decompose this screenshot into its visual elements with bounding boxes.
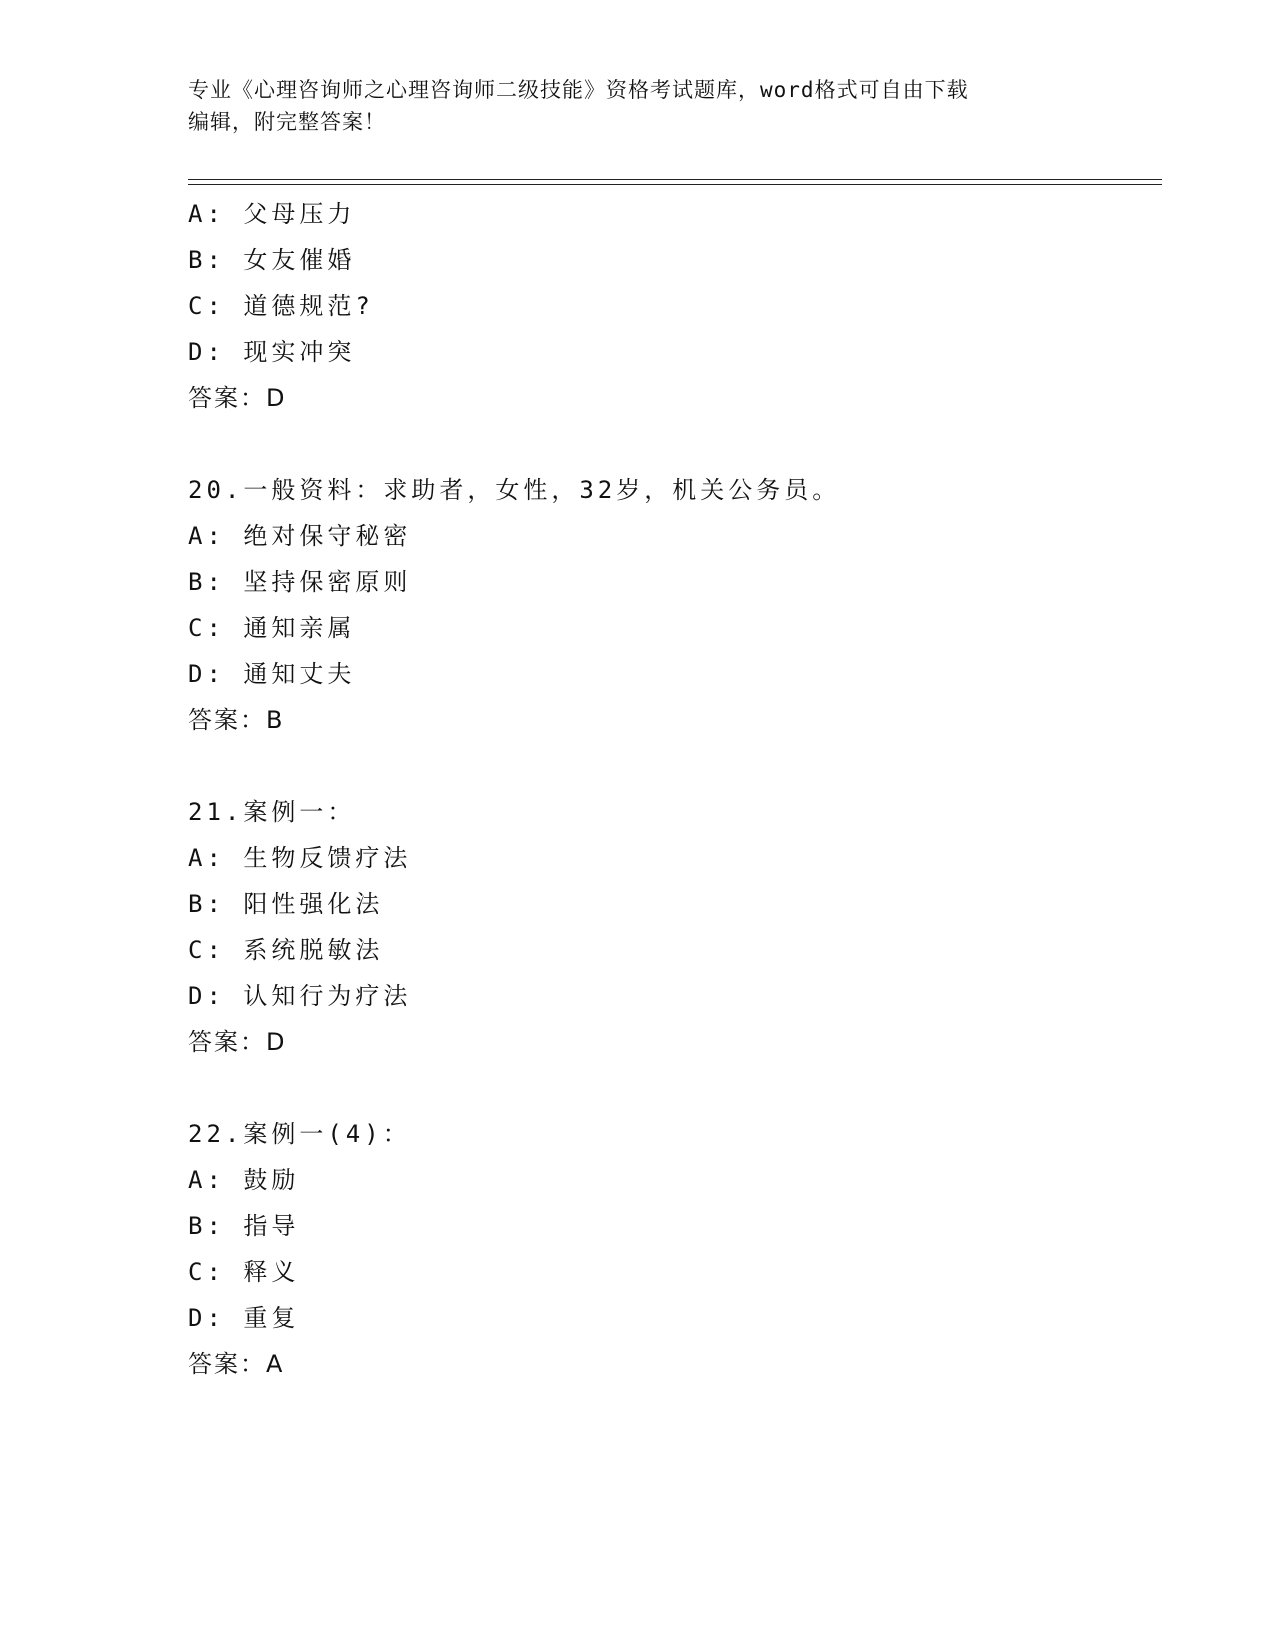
question-21-block [188,789,1148,1065]
answer-line: 答案：D [188,384,287,412]
header-line-2: 编辑，附完整答案！ [188,110,386,134]
spacer [188,743,1148,789]
question-19-block [188,191,1148,421]
question-22-block [188,1111,1148,1387]
option-c: C: 释义 [188,1258,300,1286]
option-a: A: 绝对保守秘密 [188,522,412,550]
option-b: B: 坚持保密原则 [188,568,412,596]
header-line-1: 专业《心理咨询师之心理咨询师二级技能》资格考试题库，word格式可自由下载 [188,78,969,102]
option-c: C: 通知亲属 [188,614,356,642]
question-stem: 22.案例一(4)： [188,1120,411,1148]
option-b: B: 阳性强化法 [188,890,384,918]
option-d: D: 重复 [188,1304,300,1332]
option-c: C: 道德规范? [188,292,374,320]
header-divider-top [188,179,1162,180]
question-20-block [188,467,1148,743]
answer-line: 答案：A [188,1350,285,1378]
header-divider-bottom [188,184,1162,185]
question-list [188,191,1148,1387]
option-a: A: 父母压力 [188,200,356,228]
option-c: C: 系统脱敏法 [188,936,384,964]
spacer [188,1065,1148,1111]
answer-line: 答案：B [188,706,285,734]
document-header [188,74,1068,138]
spacer [188,421,1148,467]
option-a: A: 生物反馈疗法 [188,844,412,872]
question-stem: 21.案例一： [188,798,356,826]
option-d: D: 认知行为疗法 [188,982,412,1010]
option-b: B: 女友催婚 [188,246,356,274]
option-b: B: 指导 [188,1212,300,1240]
answer-line: 答案：D [188,1028,287,1056]
option-d: D: 现实冲突 [188,338,356,366]
option-a: A: 鼓励 [188,1166,300,1194]
option-d: D: 通知丈夫 [188,660,356,688]
question-stem: 20.一般资料：求助者，女性，32岁，机关公务员。 [188,476,841,504]
